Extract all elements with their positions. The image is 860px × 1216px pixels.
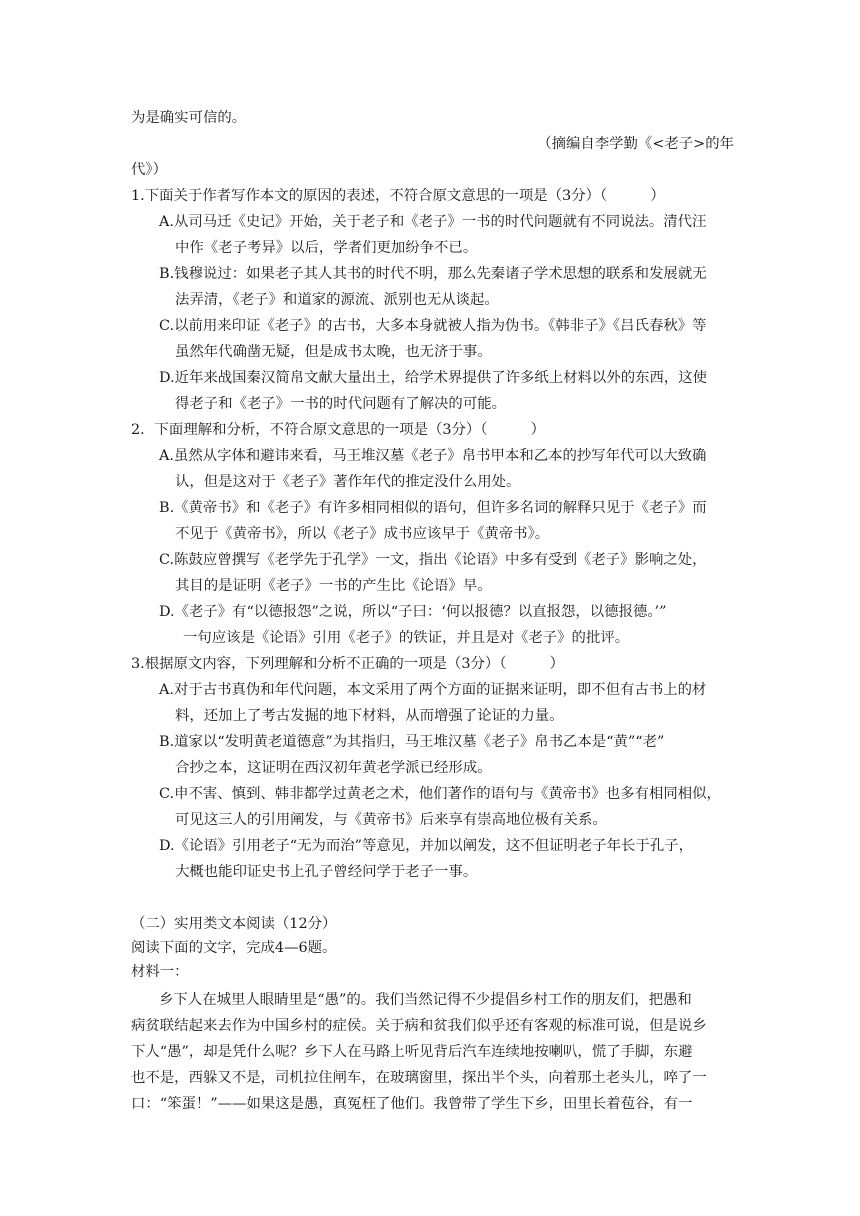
paragraph-line: 也不是，西躲又不是，司机拉住闸车，在玻璃窗里，探出半个头，向着那土老头儿，啐了一 <box>131 1070 707 1086</box>
question-1-stem: 1.下面关于作者写作本文的原因的表述，不符合原文意思的一项是（3分）（ ） <box>131 188 665 204</box>
section-title: （二）实用类文本阅读（12分） <box>131 916 337 932</box>
question-3-stem: 3.根据原文内容，下列理解和分析不正确的一项是（3分）（ ） <box>131 656 565 672</box>
q3-option-d: D.《论语》引用老子“无为而治”等意见，并加以阐发，这不但证明老子年长于孔子， <box>159 838 693 854</box>
citation-line: （摘编自李学勤《<老子>的年 <box>537 136 734 152</box>
q3-option-c-cont: 可见这三人的引用阐发，与《黄帝书》后来享有崇高地位极有关系。 <box>175 812 607 828</box>
q1-option-c-cont: 虽然年代确凿无疑，但是成书太晚，也无济于事。 <box>175 344 492 360</box>
q1-option-c: C.以前用来印证《老子》的古书，大多本身就被人指为伪书。《韩非子》《吕氏春秋》等 <box>159 318 707 334</box>
q1-option-b-cont: 法弄清，《老子》和道家的源流、派别也无从谈起。 <box>175 292 499 308</box>
q3-option-a-cont: 料，还加上了考古发掘的地下材料，从而增强了论证的力量。 <box>175 708 564 724</box>
paragraph-line: 口：“笨蛋！”——如果这是愚，真冤枉了他们。我曾带了学生下乡，田里长着苞谷，有一 <box>131 1096 693 1112</box>
q1-option-a: A.从司马迁《史记》开始，关于老子和《老子》一书的时代问题就有不同说法。清代汪 <box>159 214 707 230</box>
q3-option-b: B.道家以“发明黄老道德意”为其指归，马王堆汉墓《老子》帛书乙本是“黄”“老” <box>159 734 665 750</box>
q2-option-a: A.虽然从字体和避讳来看，马王堆汉墓《老子》帛书甲本和乙本的抄写年代可以大致确 <box>159 448 707 464</box>
q3-option-a: A.对于古书真伪和年代问题，本文采用了两个方面的证据来证明，即不但有古书上的材 <box>159 682 707 698</box>
material-title: 材料一： <box>131 964 189 980</box>
q3-option-c: C.申不害、慎到、韩非都学过黄老之术，他们著作的语句与《黄帝书》也多有相同相似， <box>159 786 721 802</box>
q2-option-d-cont: 一句应该是《论语》引用《老子》的铁证，并且是对《老子》的批评。 <box>183 630 630 646</box>
section-instruction: 阅读下面的文字，完成4—6题。 <box>131 940 337 956</box>
q2-option-d: D.《老子》有“以德报怨”之说，所以“子曰：‘何以报德？以直报怨，以德报德。’” <box>159 604 667 620</box>
text-line: 为是确实可信的。 <box>131 110 247 126</box>
q2-option-b: B.《黄帝书》和《老子》有许多相同相似的语句，但许多名词的解释只见于《老子》而 <box>159 500 707 516</box>
citation-line: 代》） <box>131 162 167 178</box>
q2-option-a-cont: 认，但是这对于《老子》著作年代的推定没什么用处。 <box>175 474 521 490</box>
paragraph-line: 下人“愚”，却是凭什么呢？乡下人在马路上听见背后汽车连续地按喇叭，慌了手脚，东避 <box>131 1044 693 1060</box>
q2-option-b-cont: 不见于《黄帝书》，所以《老子》成书应该早于《黄帝书》。 <box>175 526 550 542</box>
q2-option-c: C.陈鼓应曾撰写《老学先于孔学》一文，指出《论语》中多有受到《老子》影响之处， <box>159 552 707 568</box>
q3-option-b-cont: 合抄之本，这证明在西汉初年黄老学派已经形成。 <box>175 760 492 776</box>
paragraph-line: 病贫联结起来去作为中国乡村的症侯。关于病和贫我们似乎还有客观的标准可说，但是说乡 <box>131 1018 707 1034</box>
q1-option-a-cont: 中作《老子考异》以后，学者们更加纷争不已。 <box>175 240 478 256</box>
question-2-stem: 2．下面理解和分析，不符合原文意思的一项是（3分）（ ） <box>131 422 546 438</box>
q1-option-d: D.近年来战国秦汉简帛文献大量出土，给学术界提供了许多纸上材料以外的东西，这使 <box>159 370 708 386</box>
q1-option-b: B.钱穆说过：如果老子其人其书的时代不明，那么先秦诸子学术思想的联系和发展就无 <box>159 266 707 282</box>
q1-option-d-cont: 得老子和《老子》一书的时代问题有了解决的可能。 <box>175 396 506 412</box>
q3-option-d-cont: 大概也能印证史书上孔子曾经问学于老子一事。 <box>175 864 478 880</box>
paragraph-line: 乡下人在城里人眼睛里是“愚”的。我们当然记得不少提倡乡村工作的朋友们，把愚和 <box>159 992 692 1008</box>
q2-option-c-cont: 其目的是证明《老子》一书的产生比《论语》早。 <box>175 578 492 594</box>
